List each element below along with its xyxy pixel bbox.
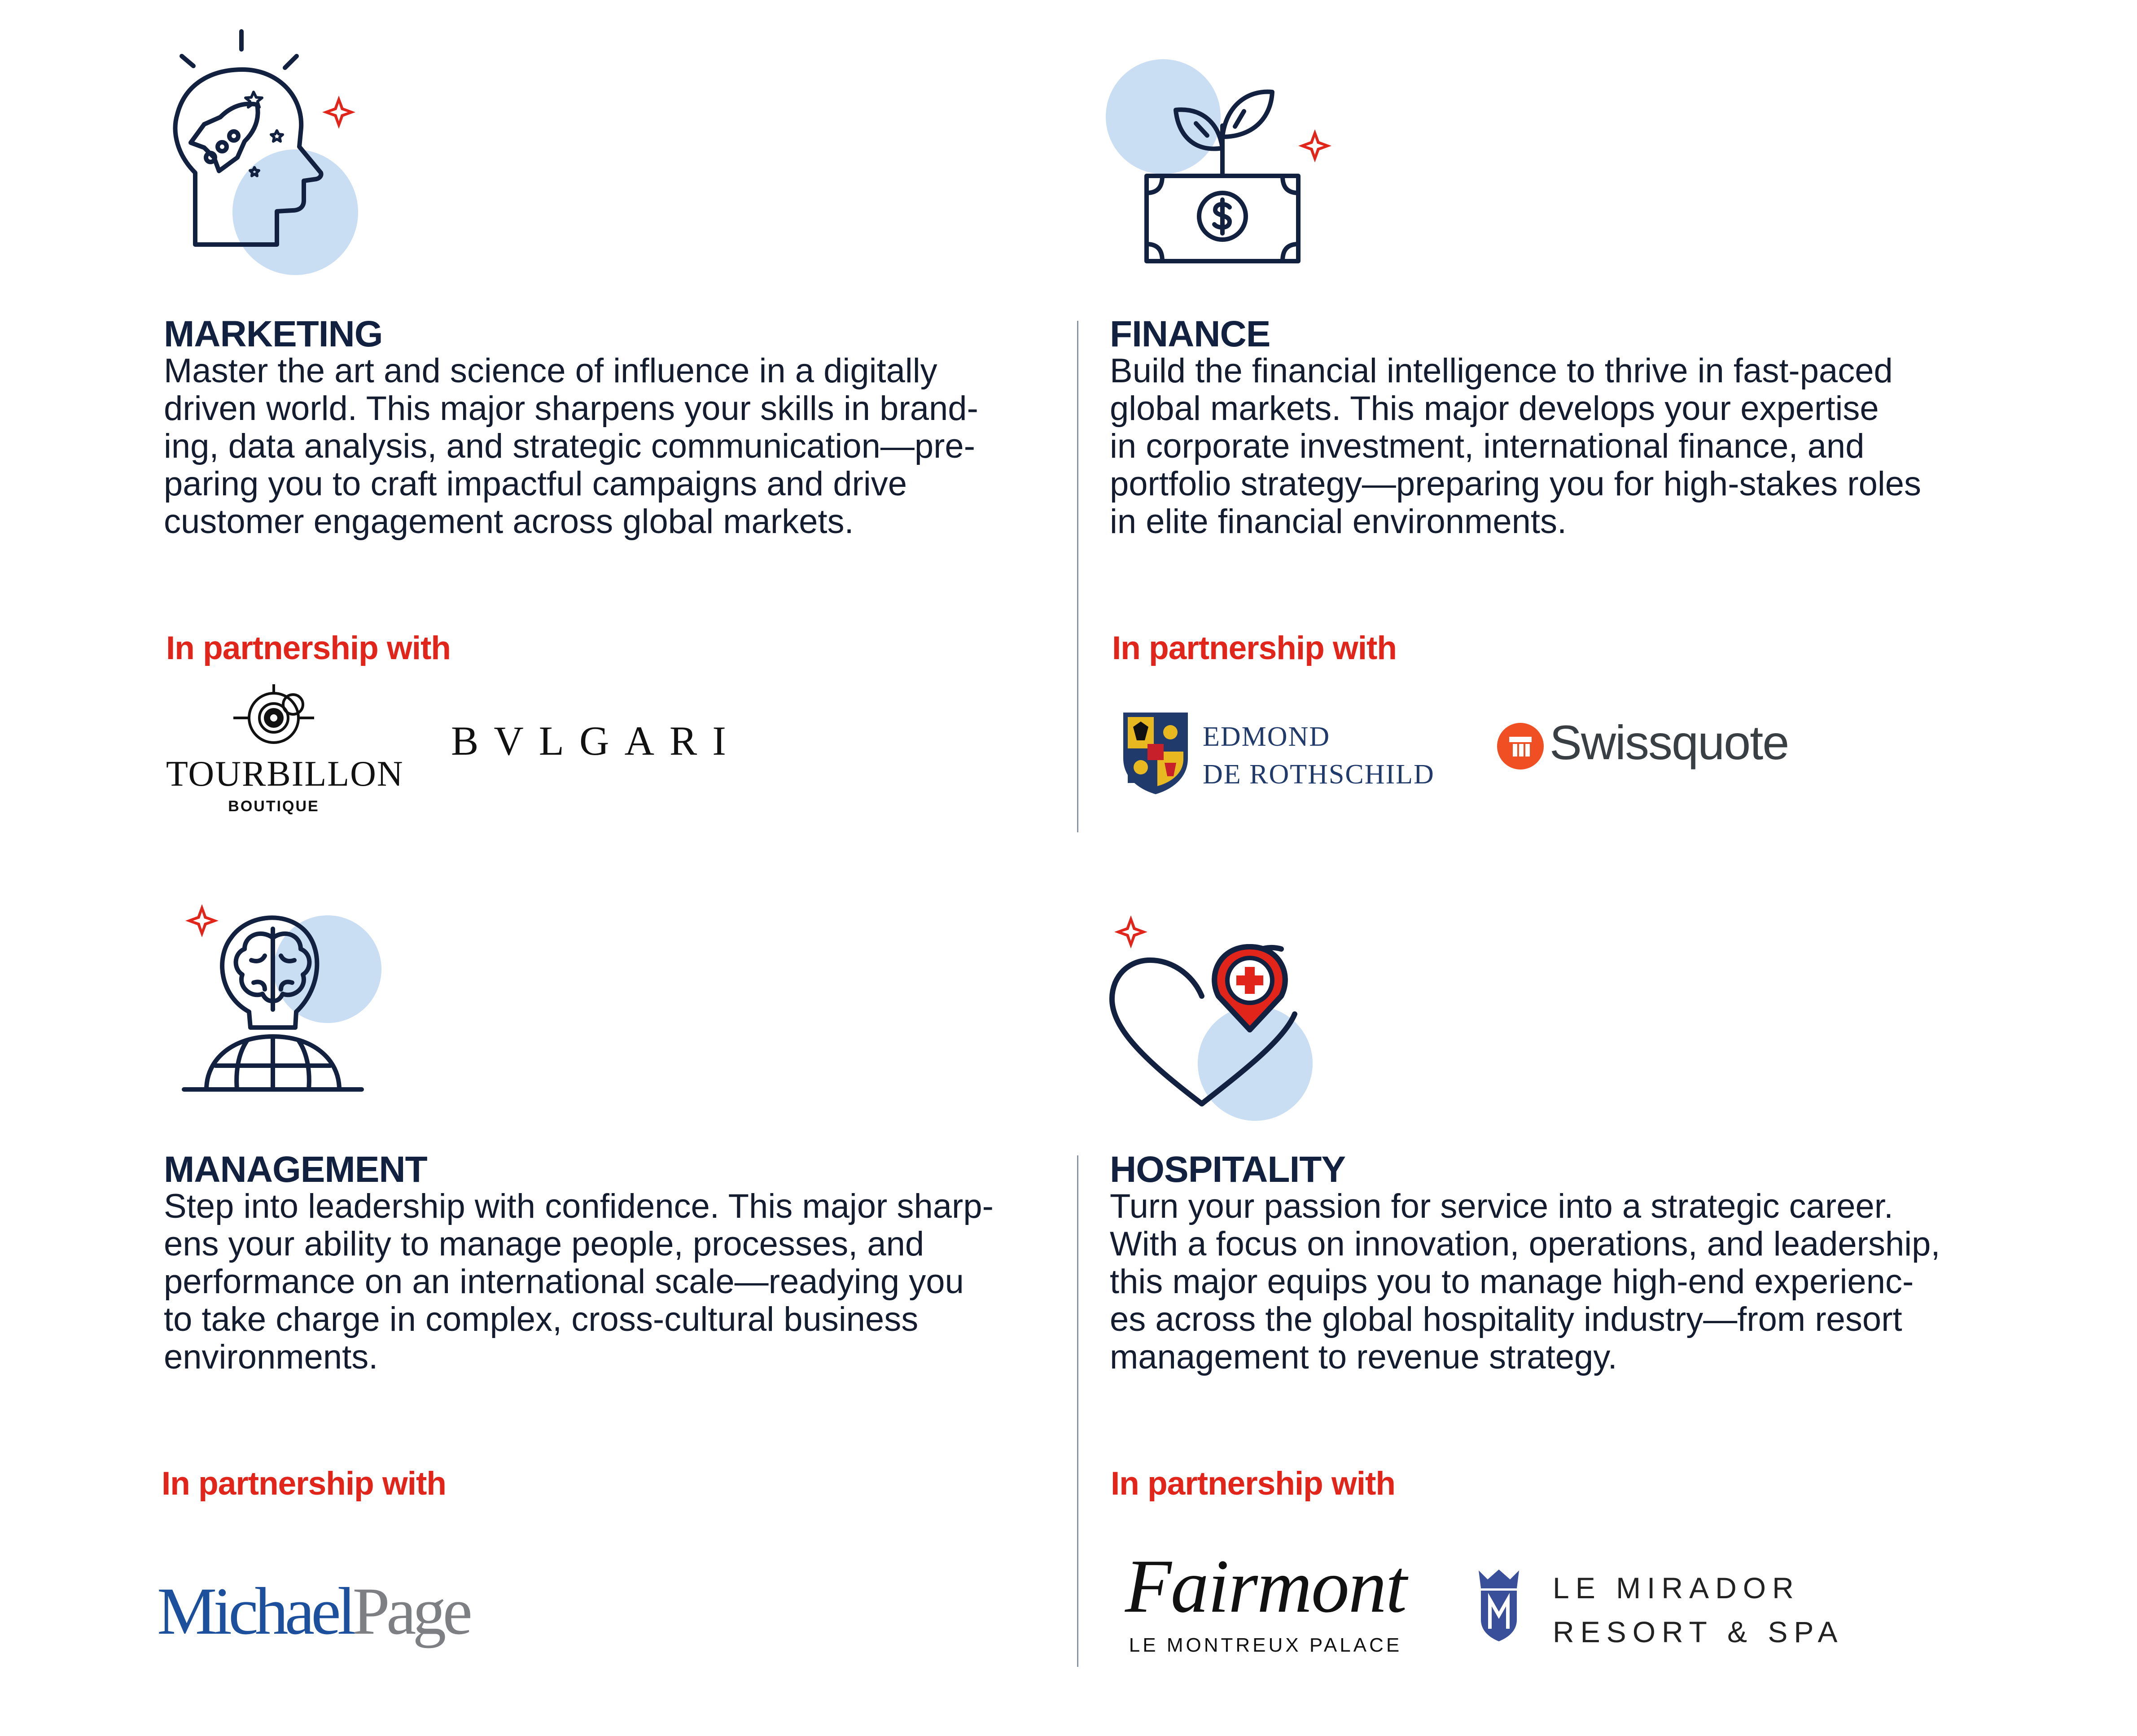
rothschild-line-1: EDMOND: [1203, 722, 1331, 752]
money-plant-icon: [1104, 58, 1346, 274]
description-line: ens your ability to manage people, processes, and: [164, 1225, 924, 1263]
description-line: management to revenue strategy.: [1110, 1338, 1617, 1376]
description-line: paring you to craft impactful campaigns and drive: [164, 465, 907, 503]
tourbillon-name: TOURBILLON: [166, 754, 404, 794]
description-line: global markets. This major develops your expertise: [1110, 389, 1879, 428]
description-line: environments.: [164, 1338, 378, 1376]
mirador-line-1: LE MIRADOR: [1553, 1571, 1800, 1605]
rothschild-crest-icon: [1120, 709, 1191, 796]
description-line: ing, data analysis, and strategic communication—pre-: [164, 427, 976, 465]
bvlgari-logo: BVLGARI: [451, 718, 741, 764]
swissquote-wordmark: Swissquote: [1550, 715, 1789, 770]
major-description: [164, 1188, 1075, 1376]
page-wordmark: Page: [352, 1574, 469, 1649]
partnership-label: In partnership with: [1111, 1465, 1395, 1502]
rothschild-line-2: DE ROTHSCHILD: [1203, 759, 1435, 790]
description-line: driven world. This major sharpens your skills in brand-: [164, 389, 978, 428]
head-rocket-icon: [159, 25, 375, 280]
description-line: in elite financial environments.: [1110, 503, 1567, 541]
description-line: performance on an international scale—readying you: [164, 1263, 964, 1301]
tourbillon-logo: [166, 682, 404, 817]
description-line: es across the global hospitality industry—from resort: [1110, 1300, 1902, 1338]
mirador-crest-icon: [1474, 1566, 1524, 1642]
description-line: to take charge in complex, cross-cultural business: [164, 1300, 919, 1338]
fairmont-subtitle: LE MONTREUX PALACE: [1129, 1634, 1402, 1656]
column-divider-bottom: [1077, 1155, 1078, 1667]
michael-page-logo: [157, 1573, 469, 1650]
fairmont-wordmark: Fairmont: [1125, 1544, 1406, 1628]
major-title: HOSPITALITY: [1110, 1149, 1346, 1190]
description-line: this major equips you to manage high-end experienc-: [1110, 1263, 1914, 1301]
partnership-label: In partnership with: [1112, 630, 1397, 666]
description-line: portfolio strategy—preparing you for high-stakes roles: [1110, 465, 1922, 503]
partnership-label: In partnership with: [162, 1465, 446, 1502]
rothschild-wordmark: [1203, 718, 1435, 793]
major-title: MARKETING: [164, 314, 383, 354]
major-description: [164, 352, 1075, 541]
heart-medical-pin-icon: [1104, 906, 1337, 1122]
major-description: [1110, 1188, 2021, 1376]
description-line: customer engagement across global markets.: [164, 503, 854, 541]
swissquote-logo: [1496, 715, 1810, 781]
le-mirador-logo: [1474, 1566, 1844, 1656]
edmond-de-rothschild-logo: [1120, 709, 1443, 799]
major-title: MANAGEMENT: [164, 1149, 427, 1190]
tourbillon-subtitle: BOUTIQUE: [228, 798, 320, 815]
swissquote-mark-icon: [1496, 722, 1545, 771]
description-line: Turn your passion for service into a strategic career.: [1110, 1187, 1893, 1225]
description-line: Master the art and science of influence in a digitally: [164, 352, 937, 390]
column-divider-top: [1077, 321, 1078, 832]
michael-wordmark: Michael: [157, 1574, 353, 1649]
fairmont-logo: [1113, 1544, 1418, 1669]
description-line: With a focus on innovation, operations, and leadership,: [1110, 1225, 1940, 1263]
major-description: [1110, 352, 2021, 541]
mirador-wordmark: [1553, 1566, 1844, 1654]
description-line: Step into leadership with confidence. This major sharp-: [164, 1187, 994, 1225]
brain-globe-icon: [180, 897, 395, 1099]
major-title: FINANCE: [1110, 314, 1270, 354]
description-line: in corporate investment, international finance, and: [1110, 427, 1865, 465]
description-line: Build the financial intelligence to thrive in fast-paced: [1110, 352, 1893, 390]
partnership-label: In partnership with: [166, 630, 451, 666]
mirador-line-2: RESORT & SPA: [1553, 1615, 1844, 1649]
